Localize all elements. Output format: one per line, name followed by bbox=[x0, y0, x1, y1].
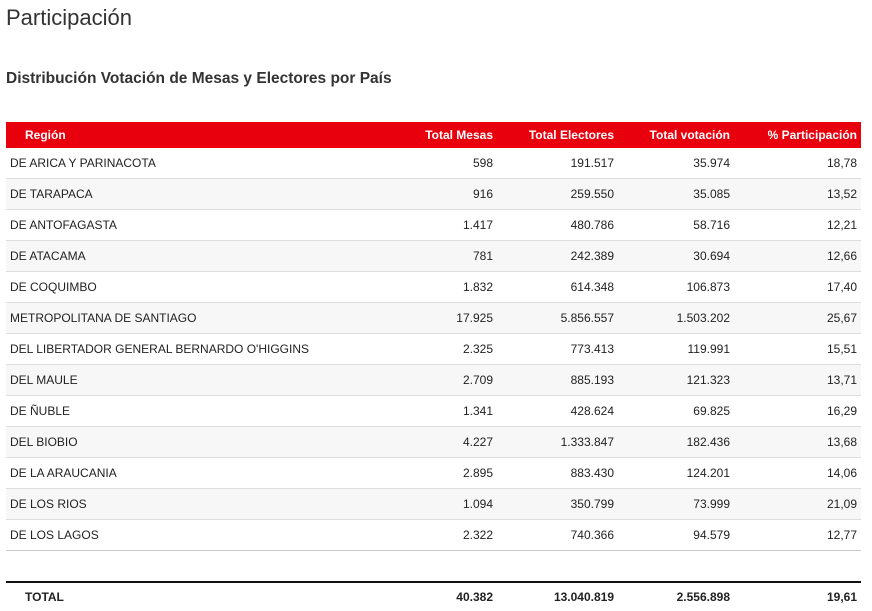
cell-participacion: 12,21 bbox=[734, 210, 861, 241]
cell-region: DE LA ARAUCANIA bbox=[6, 458, 391, 489]
table-header bbox=[6, 122, 861, 148]
cell-total-mesas: 781 bbox=[391, 241, 497, 272]
cell-participacion: 15,51 bbox=[734, 334, 861, 365]
cell-total-votacion: 58.716 bbox=[618, 210, 734, 241]
cell-total-electores: 191.517 bbox=[497, 148, 618, 179]
cell-participacion: 12,77 bbox=[734, 520, 861, 551]
cell-total-mesas: 2.895 bbox=[391, 458, 497, 489]
cell-region: DEL MAULE bbox=[6, 365, 391, 396]
table-footer bbox=[6, 582, 861, 611]
cell-participacion: 18,78 bbox=[734, 148, 861, 179]
table-row bbox=[6, 179, 861, 210]
total-mesas: 40.382 bbox=[391, 582, 497, 611]
cell-total-votacion: 124.201 bbox=[618, 458, 734, 489]
cell-total-electores: 740.366 bbox=[497, 520, 618, 551]
cell-region: METROPOLITANA DE SANTIAGO bbox=[6, 303, 391, 334]
cell-total-votacion: 35.085 bbox=[618, 179, 734, 210]
cell-total-votacion: 69.825 bbox=[618, 396, 734, 427]
table-spacer bbox=[6, 551, 861, 583]
cell-participacion: 14,06 bbox=[734, 458, 861, 489]
cell-total-votacion: 121.323 bbox=[618, 365, 734, 396]
cell-total-mesas: 2.325 bbox=[391, 334, 497, 365]
cell-region: DE TARAPACA bbox=[6, 179, 391, 210]
table-row bbox=[6, 210, 861, 241]
cell-total-mesas: 1.341 bbox=[391, 396, 497, 427]
cell-total-mesas: 2.709 bbox=[391, 365, 497, 396]
cell-total-mesas: 17.925 bbox=[391, 303, 497, 334]
cell-total-electores: 885.193 bbox=[497, 365, 618, 396]
cell-total-electores: 242.389 bbox=[497, 241, 618, 272]
cell-total-votacion: 30.694 bbox=[618, 241, 734, 272]
cell-region: DEL LIBERTADOR GENERAL BERNARDO O'HIGGINS bbox=[6, 334, 391, 365]
cell-total-electores: 350.799 bbox=[497, 489, 618, 520]
cell-total-electores: 259.550 bbox=[497, 179, 618, 210]
table-row bbox=[6, 520, 861, 551]
cell-total-mesas: 1.417 bbox=[391, 210, 497, 241]
cell-participacion: 17,40 bbox=[734, 272, 861, 303]
cell-total-votacion: 94.579 bbox=[618, 520, 734, 551]
cell-total-electores: 428.624 bbox=[497, 396, 618, 427]
table-row bbox=[6, 489, 861, 520]
cell-participacion: 25,67 bbox=[734, 303, 861, 334]
table-row bbox=[6, 241, 861, 272]
cell-total-votacion: 73.999 bbox=[618, 489, 734, 520]
header-total-electores[interactable]: Total Electores bbox=[497, 122, 618, 148]
cell-total-votacion: 106.873 bbox=[618, 272, 734, 303]
cell-participacion: 13,52 bbox=[734, 179, 861, 210]
cell-total-electores: 1.333.847 bbox=[497, 427, 618, 458]
header-region[interactable]: Región bbox=[6, 122, 391, 148]
cell-total-mesas: 2.322 bbox=[391, 520, 497, 551]
total-electores: 13.040.819 bbox=[497, 582, 618, 611]
table-row bbox=[6, 334, 861, 365]
table-row bbox=[6, 303, 861, 334]
cell-total-electores: 773.413 bbox=[497, 334, 618, 365]
cell-total-mesas: 1.832 bbox=[391, 272, 497, 303]
cell-region: DE ANTOFAGASTA bbox=[6, 210, 391, 241]
cell-total-votacion: 119.991 bbox=[618, 334, 734, 365]
cell-participacion: 16,29 bbox=[734, 396, 861, 427]
table-row bbox=[6, 458, 861, 489]
cell-total-mesas: 1.094 bbox=[391, 489, 497, 520]
cell-total-electores: 883.430 bbox=[497, 458, 618, 489]
cell-participacion: 21,09 bbox=[734, 489, 861, 520]
total-votacion: 2.556.898 bbox=[618, 582, 734, 611]
table-row bbox=[6, 272, 861, 303]
cell-region: DE LOS LAGOS bbox=[6, 520, 391, 551]
cell-region: DE ATACAMA bbox=[6, 241, 391, 272]
cell-participacion: 12,66 bbox=[734, 241, 861, 272]
cell-total-electores: 614.348 bbox=[497, 272, 618, 303]
cell-region: DE LOS RIOS bbox=[6, 489, 391, 520]
cell-total-votacion: 1.503.202 bbox=[618, 303, 734, 334]
cell-total-votacion: 182.436 bbox=[618, 427, 734, 458]
header-total-mesas[interactable]: Total Mesas bbox=[391, 122, 497, 148]
cell-total-electores: 5.856.557 bbox=[497, 303, 618, 334]
cell-total-votacion: 35.974 bbox=[618, 148, 734, 179]
table-row bbox=[6, 427, 861, 458]
cell-region: DE ARICA Y PARINACOTA bbox=[6, 148, 391, 179]
cell-region: DE COQUIMBO bbox=[6, 272, 391, 303]
table-row bbox=[6, 365, 861, 396]
cell-total-mesas: 4.227 bbox=[391, 427, 497, 458]
cell-participacion: 13,71 bbox=[734, 365, 861, 396]
cell-region: DEL BIOBIO bbox=[6, 427, 391, 458]
header-row bbox=[6, 122, 861, 148]
header-total-votacion[interactable]: Total votación bbox=[618, 122, 734, 148]
cell-region: DE ÑUBLE bbox=[6, 396, 391, 427]
table-row bbox=[6, 148, 861, 179]
total-participacion: 19,61 bbox=[734, 582, 861, 611]
cell-participacion: 13,68 bbox=[734, 427, 861, 458]
page-title: Participación bbox=[6, 5, 132, 30]
page-subtitle: Distribución Votación de Mesas y Electores por País bbox=[6, 70, 392, 87]
header-participacion[interactable]: % Participación bbox=[734, 122, 861, 148]
cell-total-electores: 480.786 bbox=[497, 210, 618, 241]
table-body bbox=[6, 148, 861, 551]
spacer-cell bbox=[6, 551, 861, 583]
cell-total-mesas: 916 bbox=[391, 179, 497, 210]
total-label: TOTAL bbox=[6, 582, 391, 611]
total-row bbox=[6, 582, 861, 611]
cell-total-mesas: 598 bbox=[391, 148, 497, 179]
table-row bbox=[6, 396, 861, 427]
participation-table bbox=[6, 122, 861, 611]
